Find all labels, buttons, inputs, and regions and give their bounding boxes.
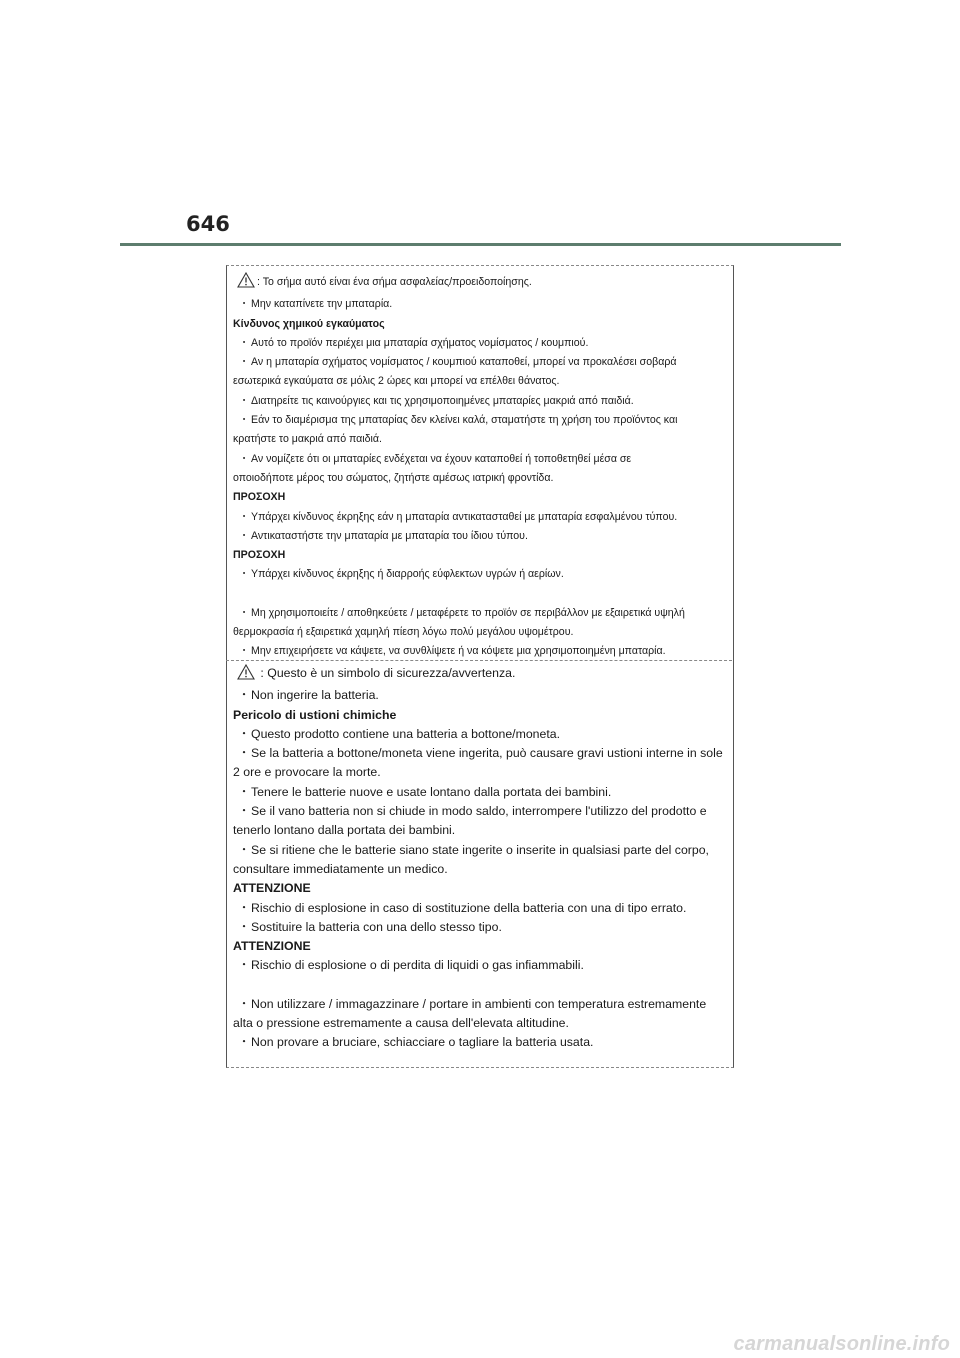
line-text: Μη χρησιμοποιείτε / αποθηκεύετε / μεταφέρετε το προϊόν σε περιβάλλον με εξαιρετικά υψηλή <box>251 606 685 619</box>
line-text: Non provare a bruciare, schiacciare o tagliare la batteria usata. <box>251 1035 594 1050</box>
line-text: : Το σήμα αυτό είναι ένα σήμα ασφαλείας/προειδοποίησης. <box>257 276 532 288</box>
header-rule <box>120 243 841 246</box>
line-text: Αν η μπαταρία σχήματος νομίσματος / κουμπιού καταποθεί, μπορεί να προκαλέσει σοβαρά <box>251 356 677 369</box>
bullet-glyph: ・ <box>238 606 250 619</box>
line-text: tenerlo lontano dalla portata dei bambini. <box>233 823 456 838</box>
line-text: Non ingerire la batteria. <box>251 688 379 703</box>
line-text: Rischio di esplosione o di perdita di liquidi o gas infiammabili. <box>251 958 584 973</box>
section-heading <box>233 879 713 898</box>
line-text: ATTENZIONE <box>233 939 311 954</box>
line-text: : Questo è un simbolo di sicurezza/avvertenza. <box>257 666 516 680</box>
continuation-line <box>233 860 713 879</box>
watermark: carmanualsonline.info <box>733 1333 950 1355</box>
bullet-glyph: ・ <box>238 394 250 407</box>
line-text: Sostituire la batteria con una dello stesso tipo. <box>251 919 502 934</box>
line-text: Μην επιχειρήσετε να κάψετε, να συνθλίψετε ή να κόψετε μια χρησιμοποιημένη μπαταρία. <box>251 645 666 658</box>
greek-warning-section <box>227 272 713 662</box>
bullet-glyph: ・ <box>237 784 251 799</box>
line-text: Rischio di esplosione in caso di sostituzione della batteria con una di tipo errato. <box>251 900 687 915</box>
bullet-glyph: ・ <box>237 746 251 761</box>
bullet-item <box>233 841 713 860</box>
bullet-glyph: ・ <box>237 958 251 973</box>
bullet-item <box>233 642 713 661</box>
line-text: Se la batteria a bottone/moneta viene ingerita, può causare gravi ustioni interne in sole <box>251 746 723 761</box>
line-text: Κίνδυνος χημικού εγκαύματος <box>233 317 385 330</box>
line-text: Υπάρχει κίνδυνος έκρηξης ή διαρροής εύφλεκτων υγρών ή αερίων. <box>251 568 564 581</box>
continuation-line <box>233 623 713 642</box>
line-text: Εάν το διαμέρισμα της μπαταρίας δεν κλείνει καλά, σταματήστε τη χρήση του προϊόντος και <box>251 414 678 427</box>
bullet-item <box>233 725 713 744</box>
warning-symbol-line <box>233 272 713 295</box>
line-text: οποιοδήποτε μέρος του σώματος, ζητήστε αμέσως ιατρική φροντίδα. <box>233 471 554 484</box>
bullet-item <box>233 392 713 411</box>
section-heading <box>233 315 713 334</box>
bullet-item <box>233 802 713 821</box>
line-text: εσωτερικά εγκαύματα σε μόλις 2 ώρες και μπορεί να επέλθει θάνατος. <box>233 375 560 388</box>
continuation-line <box>233 430 713 449</box>
line-text: κρατήστε το μακριά από παιδιά. <box>233 433 382 446</box>
bullet-item <box>233 411 713 430</box>
line-text: Se si ritiene che le batterie siano state ingerite o inserite in qualsiasi parte del corpo, <box>251 842 709 857</box>
bullet-item <box>233 334 713 353</box>
bullet-glyph: ・ <box>238 452 250 465</box>
bullet-item <box>233 686 713 705</box>
bullet-glyph: ・ <box>238 298 250 311</box>
bullet-glyph: ・ <box>238 414 250 427</box>
line-text: alta o pressione estremamente a causa dell'elevata altitudine. <box>233 1016 569 1031</box>
bullet-glyph: ・ <box>238 510 250 523</box>
bullet-item <box>233 353 713 372</box>
warning-symbol-line <box>233 664 713 686</box>
bullet-glyph: ・ <box>237 688 251 703</box>
line-text: consultare immediatamente un medico. <box>233 861 448 876</box>
continuation-line <box>233 1014 713 1033</box>
bullet-item <box>233 450 713 469</box>
section-heading <box>233 706 713 725</box>
bullet-glyph: ・ <box>237 1035 251 1050</box>
line-text: Se il vano batteria non si chiude in modo saldo, interrompere l'utilizzo del prodotto e <box>251 804 707 819</box>
bullet-item <box>233 1033 713 1052</box>
bullet-glyph: ・ <box>238 356 250 369</box>
bullet-glyph: ・ <box>238 529 250 542</box>
continuation-line <box>233 821 713 840</box>
line-text: Αντικαταστήστε την μπαταρία με μπαταρία του ίδιου τύπου. <box>251 529 528 542</box>
bullet-item <box>233 604 713 623</box>
line-text: Αυτό το προϊόν περιέχει μια μπαταρία σχήματος νομίσματος / κουμπιού. <box>251 336 589 349</box>
bullet-glyph: ・ <box>238 336 250 349</box>
page-number: 646 <box>186 212 230 236</box>
blank-line <box>233 585 713 604</box>
bullet-item <box>233 956 713 975</box>
bullet-glyph: ・ <box>238 568 250 581</box>
bullet-glyph: ・ <box>237 842 251 857</box>
bullet-item <box>233 565 713 584</box>
bullet-item <box>233 995 713 1014</box>
warning-triangle-icon <box>237 272 255 295</box>
bullet-glyph: ・ <box>237 726 251 741</box>
italian-warning-section <box>227 664 723 1053</box>
bullet-item <box>233 527 713 546</box>
section-heading <box>233 546 713 565</box>
bullet-glyph: ・ <box>237 900 251 915</box>
section-heading <box>233 488 713 507</box>
bullet-item <box>233 783 713 802</box>
line-text: ATTENZIONE <box>233 881 311 896</box>
bullet-glyph: ・ <box>237 996 251 1011</box>
line-text: Pericolo di ustioni chimiche <box>233 707 397 722</box>
bullet-glyph: ・ <box>238 645 250 658</box>
line-text: Υπάρχει κίνδυνος έκρηξης εάν η μπαταρία αντικατασταθεί με μπαταρία εσφαλμένου τύπου. <box>251 510 678 523</box>
line-text: Μην καταπίνετε την μπαταρία. <box>251 298 393 311</box>
bullet-item <box>233 918 713 937</box>
continuation-line <box>233 469 713 488</box>
blank-line <box>233 976 713 995</box>
section-heading <box>233 937 713 956</box>
line-text: ΠΡΟΣΟΧΗ <box>233 491 286 504</box>
continuation-line <box>233 763 713 782</box>
bullet-item <box>233 295 713 314</box>
bullet-item <box>233 508 713 527</box>
bullet-glyph: ・ <box>237 919 251 934</box>
line-text: Tenere le batterie nuove e usate lontano dalla portata dei bambini. <box>251 784 612 799</box>
line-text: θερμοκρασία ή εξαιρετικά χαμηλή πίεση λόγω πολύ μεγάλου υψομέτρου. <box>233 626 574 639</box>
warning-triangle-icon <box>237 664 255 686</box>
line-text: 2 ore e provocare la morte. <box>233 765 381 780</box>
line-text: Αν νομίζετε ότι οι μπαταρίες ενδέχεται να έχουν καταποθεί ή τοποθετηθεί μέσα σε <box>251 452 632 465</box>
bullet-item <box>233 744 723 763</box>
continuation-line <box>233 372 713 391</box>
bullet-glyph: ・ <box>237 804 251 819</box>
line-text: Non utilizzare / immagazzinare / portare in ambienti con temperatura estremamente <box>251 996 707 1011</box>
line-text: Questo prodotto contiene una batteria a bottone/moneta. <box>251 726 561 741</box>
line-text: ΠΡΟΣΟΧΗ <box>233 549 286 562</box>
bullet-item <box>233 899 713 918</box>
line-text: Διατηρείτε τις καινούργιες και τις χρησιμοποιημένες μπαταρίες μακριά από παιδιά. <box>251 394 634 407</box>
